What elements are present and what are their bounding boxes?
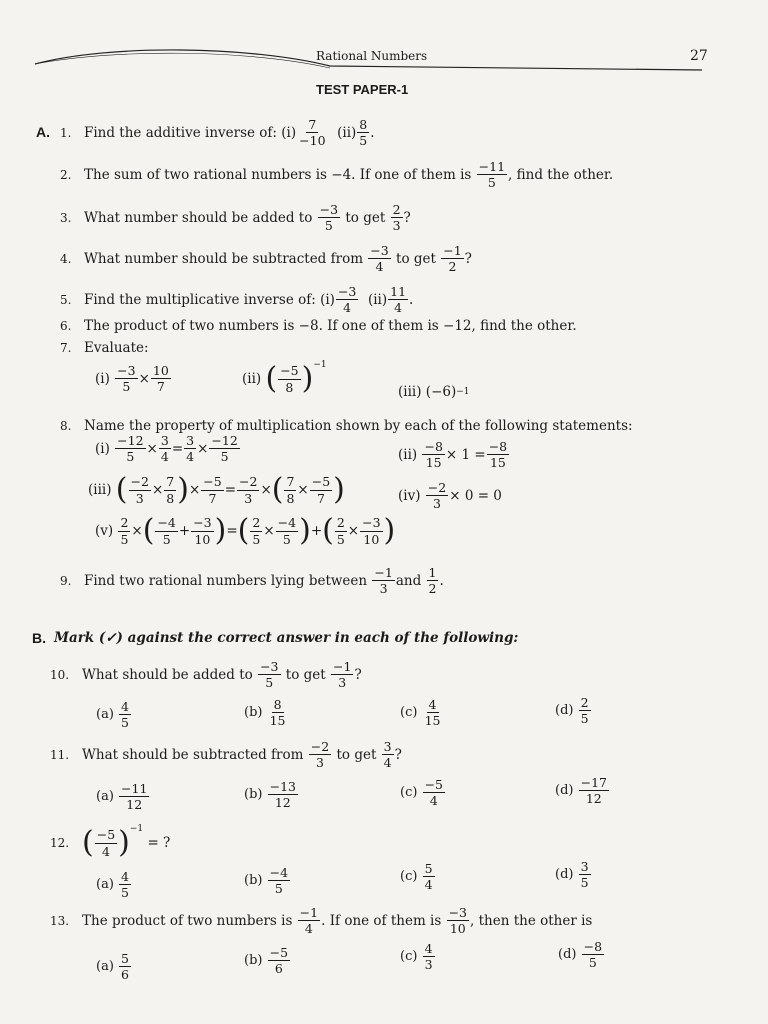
q12-option-c[interactable]: (c) $\frac{5}{4}$ bbox=[400, 861, 433, 893]
fraction: $\frac{-3}{4}$ bbox=[337, 284, 357, 316]
q12-option-d[interactable]: (d) $\frac{3}{5}$ bbox=[555, 859, 589, 891]
q12-option-a[interactable]: (a) $\frac{4}{5}$ bbox=[96, 869, 129, 901]
q7-part-iii: (iii) (−6) −1 bbox=[398, 384, 470, 400]
q11-option-b[interactable]: (b) $\frac{-13}{12}$ bbox=[244, 779, 296, 811]
q13-option-c[interactable]: (c) $\frac{4}{3}$ bbox=[400, 941, 433, 973]
question-3: 3. What number should be added to $\frac{-3}{5}$ to get $\frac{2}{3}$ ? bbox=[60, 202, 411, 234]
q13-option-d[interactable]: (d) $\frac{-8}{5}$ bbox=[558, 939, 603, 971]
q11-option-c[interactable]: (c) $\frac{-5}{4}$ bbox=[400, 777, 444, 809]
question-5: 5. Find the multiplicative inverse of: (i) $\frac{-3}{4}$ (ii) $\frac{11}{4}$ . bbox=[60, 284, 414, 316]
fraction: $\frac{-3}{4}$ bbox=[370, 243, 389, 275]
question-12: 12. ( $\frac{-5}{4}$ ) −1 = ? bbox=[50, 824, 171, 860]
question-7: 7. Evaluate: bbox=[60, 340, 149, 356]
fraction: $\frac{-11}{5}$ bbox=[478, 159, 506, 191]
fraction: $\frac{8}{5}$ bbox=[359, 117, 368, 149]
question-13: 13. The product of two numbers is $\frac{-1}{4}$ . If one of them is $\frac{-3}{10}$ , then the other is bbox=[50, 905, 593, 937]
question-10: 10. What should be added to $\frac{-3}{5}$ to get $\frac{-1}{3}$ ? bbox=[50, 659, 362, 691]
q11-option-d[interactable]: (d) $\frac{-17}{12}$ bbox=[555, 775, 607, 807]
question-4: 4. What number should be subtracted from $\frac{-3}{4}$ to get $\frac{-1}{2}$ ? bbox=[60, 243, 472, 275]
q8-part-iv: (iv) $\frac{-2}{3}$ × 0 = 0 bbox=[398, 480, 502, 512]
section-a-label: A. bbox=[36, 124, 50, 140]
fraction: $\frac{2}{3}$ bbox=[392, 202, 401, 234]
fraction: $\frac{-1}{3}$ bbox=[374, 565, 393, 597]
section-b-heading: B. Mark (✓) against the correct answer in each of the following: bbox=[32, 630, 519, 646]
question-6: 6. The product of two numbers is −8. If one of them is −12, find the other. bbox=[60, 318, 577, 334]
fraction: $\frac{-1}{2}$ bbox=[443, 243, 462, 275]
q10-option-b[interactable]: (b) $\frac{8}{15}$ bbox=[244, 697, 286, 729]
fraction: $\frac{1}{2}$ bbox=[428, 565, 437, 597]
q8-part-i: (i) $\frac{-12}{5}$ × $\frac{3}{4}$ = $\frac{3}{4}$ × $\frac{-12}{5}$ bbox=[95, 433, 238, 465]
test-title: TEST PAPER-1 bbox=[316, 82, 409, 97]
page-number: 27 bbox=[690, 48, 708, 64]
fraction: $\frac{11}{4}$ bbox=[390, 284, 407, 316]
q7-part-i: (i) $\frac{-3}{5}$ × $\frac{10}{7}$ bbox=[95, 363, 169, 395]
question-11: 11. What should be subtracted from $\frac{-2}{3}$ to get $\frac{3}{4}$ ? bbox=[50, 739, 402, 771]
header-title: Rational Numbers bbox=[316, 49, 428, 63]
q10-option-c[interactable]: (c) $\frac{4}{15}$ bbox=[400, 697, 441, 729]
fraction: $\frac{7}{-10}$ bbox=[299, 117, 326, 149]
question-8: 8. Name the property of multiplication shown by each of the following statements: bbox=[60, 418, 633, 434]
q13-option-a[interactable]: (a) $\frac{5}{6}$ bbox=[96, 951, 129, 983]
q10-option-a[interactable]: (a) $\frac{4}{5}$ bbox=[96, 699, 129, 731]
fraction: $\frac{-3}{5}$ bbox=[319, 202, 339, 234]
q8-part-v: (v) $\frac{2}{5}$ × ( $\frac{-4}{5}$ + $\frac{-3}{10}$ ) = ( $\frac{2}{5}$ × $\frac{-4}{5}$ ) + ( $\frac{2}{5}$ × $\frac{-3}{10}$ ) bbox=[95, 513, 396, 548]
q12-option-b[interactable]: (b) $\frac{-4}{5}$ bbox=[244, 865, 289, 897]
q8-part-ii: (ii) $\frac{-8}{15}$ × 1 = $\frac{-8}{15}$ bbox=[398, 439, 508, 471]
q7-part-ii: (ii) ( $\frac{-5}{8}$ ) −1 bbox=[242, 360, 327, 396]
q11-option-a[interactable]: (a) $\frac{-11}{12}$ bbox=[96, 781, 148, 813]
q10-option-d[interactable]: (d) $\frac{2}{5}$ bbox=[555, 695, 589, 727]
q13-option-b[interactable]: (b) $\frac{-5}{6}$ bbox=[244, 945, 289, 977]
question-9: 9. Find two rational numbers lying between $\frac{-1}{3}$ and $\frac{1}{2}$ . bbox=[60, 565, 444, 597]
q8-part-iii: (iii) ( $\frac{-2}{3}$ × $\frac{7}{8}$ ) × $\frac{-5}{7}$ = $\frac{-2}{3}$ × ( $\frac{7}{8}$ × $\frac{-5}{7}$ ) bbox=[88, 472, 345, 507]
question-1: 1. Find the additive inverse of: (i) $\frac{7}{-10}$ (ii) $\frac{8}{5}$ . bbox=[60, 117, 375, 149]
question-2: 2. The sum of two rational numbers is −4. If one of them is $\frac{-11}{5}$ , find the other. bbox=[60, 159, 614, 191]
